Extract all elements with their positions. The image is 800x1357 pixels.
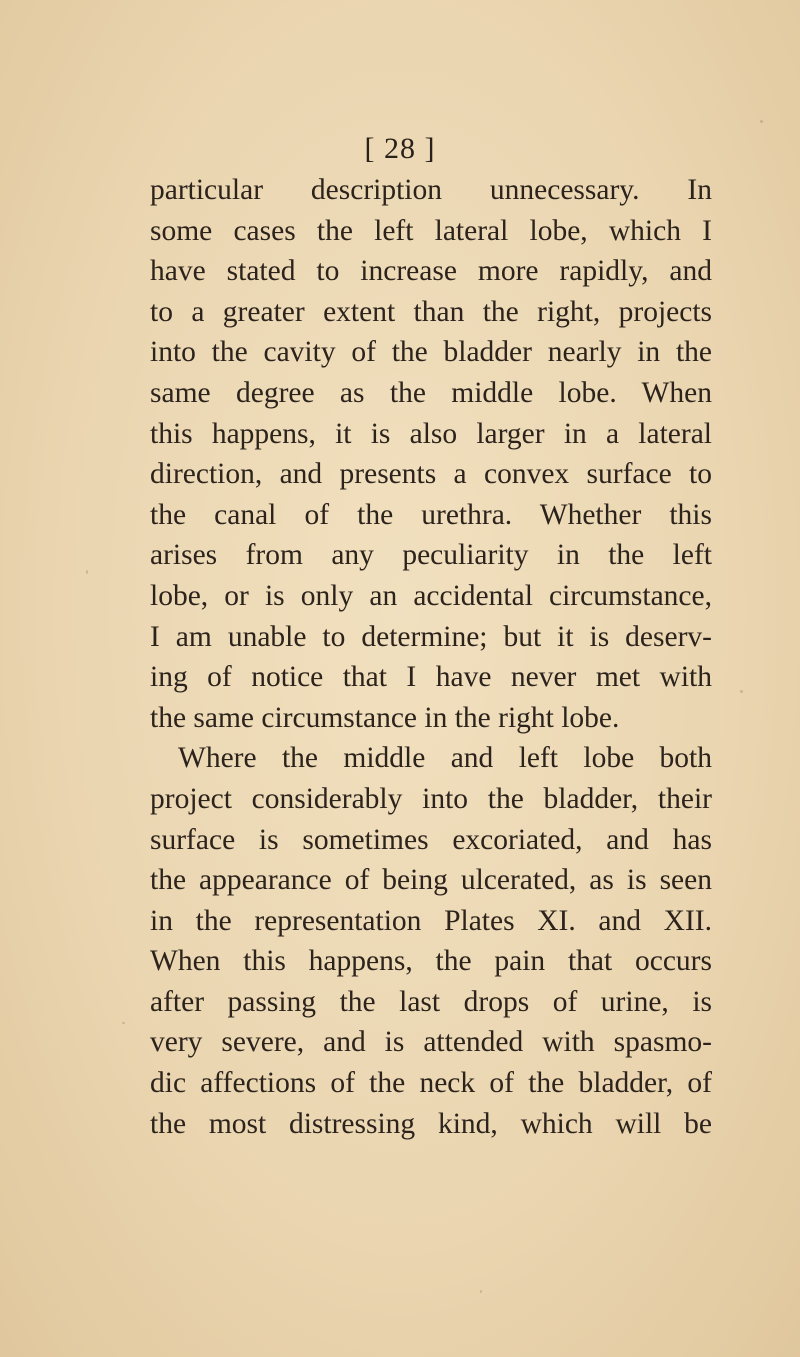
text-line: ing of notice that I have never met with (150, 661, 712, 694)
text-line: into the cavity of the bladder nearly in the (150, 336, 712, 369)
paper-speck (122, 1022, 125, 1024)
paper-speck (740, 690, 743, 693)
text-line: in the representation Plates XI. and XII. (150, 904, 712, 937)
text-line: some cases the left lateral lobe, which I (150, 214, 712, 247)
text-line: Where the middle and left lobe both (178, 742, 712, 775)
text-line: the most distressing kind, which will be (150, 1107, 712, 1140)
text-line: arises from any peculiarity in the left (150, 539, 712, 572)
paper-speck (480, 1290, 482, 1293)
text-line: the same circumstance in the right lobe. (150, 701, 620, 734)
text-line: When this happens, the pain that occurs (150, 945, 712, 978)
text-line: after passing the last drops of urine, is (150, 985, 712, 1018)
paper-speck (760, 120, 763, 123)
text-line: this happens, it is also larger in a lateral (150, 417, 712, 450)
text-line: very severe, and is attended with spasmo- (150, 1026, 712, 1059)
text-line: same degree as the middle lobe. When (150, 376, 712, 409)
text-line: surface is sometimes excoriated, and has (150, 823, 712, 856)
text-line: the appearance of being ulcerated, as is seen (150, 864, 712, 897)
text-line: project considerably into the bladder, their (150, 782, 712, 815)
text-line: lobe, or is only an accidental circumstance, (150, 579, 712, 612)
text-line: I am unable to determine; but it is deserv- (150, 620, 712, 653)
text-line: dic affections of the neck of the bladder, of (150, 1067, 712, 1100)
text-line: to a greater extent than the right, projects (150, 295, 712, 328)
page-number: [ 28 ] (364, 132, 436, 165)
text-line: have stated to increase more rapidly, and (150, 255, 712, 288)
text-line: particular description unnecessary. In (150, 174, 712, 206)
paper-speck (86, 570, 88, 574)
body-text (150, 170, 712, 1144)
text-line: the canal of the urethra. Whether this (150, 498, 712, 531)
text-line: direction, and presents a convex surface to (150, 458, 712, 491)
